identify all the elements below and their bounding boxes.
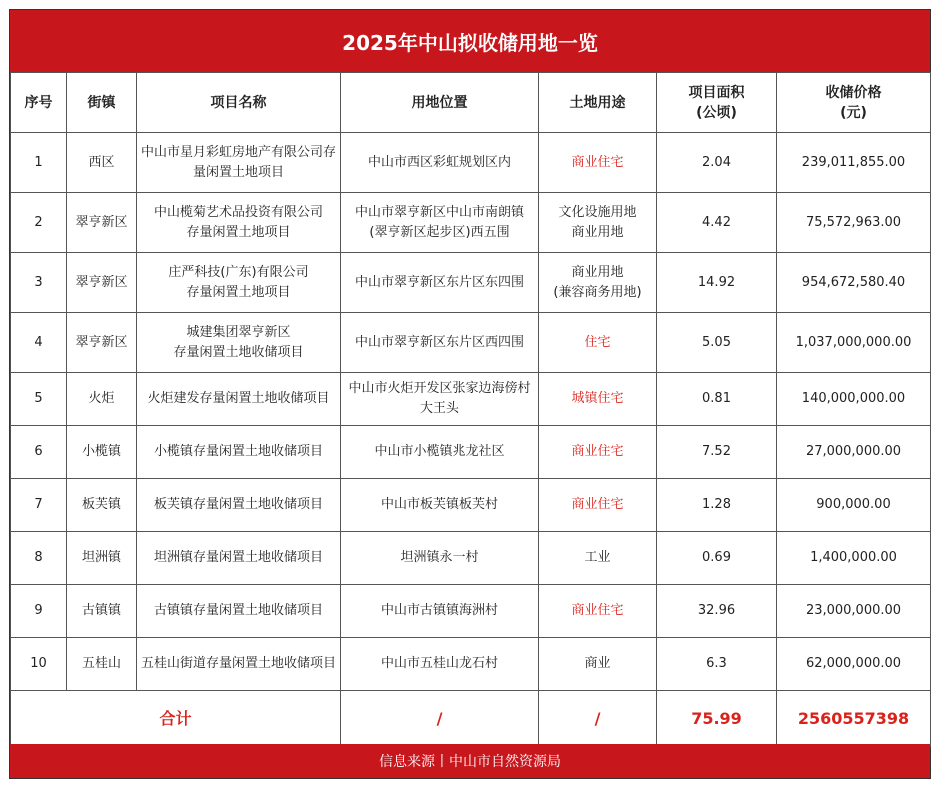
cell-usage — [539, 638, 657, 691]
table-row — [11, 585, 931, 638]
cell-location — [341, 133, 539, 193]
cell-seq — [11, 532, 67, 585]
cell-project-line1: 坦洲镇存量闲置土地收储项目 — [153, 550, 323, 565]
cell-location-line2: (翠亨新区起步区)西五围 — [369, 224, 510, 240]
cell-price — [777, 253, 931, 313]
table-row — [11, 253, 931, 313]
cell-seq — [11, 426, 67, 479]
header-area-line1: 项目面积 — [688, 84, 745, 101]
cell-location — [341, 479, 539, 532]
cell-area-line1: 6.3 — [706, 656, 727, 671]
cell-usage — [539, 585, 657, 638]
cell-usage — [539, 253, 657, 313]
cell-usage — [539, 426, 657, 479]
cell-usage — [539, 133, 657, 193]
cell-area-line1: 2.04 — [702, 154, 731, 170]
cell-price — [777, 193, 931, 253]
cell-project — [137, 373, 341, 426]
cell-town — [67, 373, 137, 426]
footer-bar — [10, 744, 930, 778]
cell-project-line1: 城建集团翠亨新区 — [186, 324, 291, 340]
cell-area — [657, 585, 777, 638]
cell-location-line2: 大王头 — [419, 401, 459, 416]
cell-location — [341, 585, 539, 638]
cell-location-line1: 中山市五桂山龙石村 — [380, 656, 498, 671]
cell-area-line1: 32.96 — [697, 603, 736, 618]
cell-seq — [11, 313, 67, 373]
cell-price — [777, 638, 931, 691]
cell-town-line1: 翠亨新区 — [75, 274, 128, 290]
cell-usage-line1: 商业住宅 — [571, 603, 624, 618]
cell-project-line1: 中山榄菊艺术品投资有限公司 — [153, 204, 323, 220]
cell-location — [341, 373, 539, 426]
cell-usage-line1: 商业用地 — [571, 264, 624, 280]
cell-price-line1: 62,000,000.00 — [805, 656, 902, 671]
header-town: 街镇 — [67, 73, 137, 133]
cell-seq-line1: 1 — [34, 154, 43, 170]
cell-project-line1: 古镇镇存量闲置土地收储项目 — [153, 603, 323, 618]
cell-usage — [539, 479, 657, 532]
cell-area-line1: 1.28 — [702, 497, 731, 512]
cell-area-line1: 7.52 — [702, 444, 731, 459]
cell-usage — [539, 313, 657, 373]
cell-seq-line1: 7 — [34, 497, 43, 512]
title-bar — [10, 10, 930, 72]
header-seq: 序号 — [11, 73, 67, 133]
cell-area-line1: 5.05 — [702, 334, 731, 350]
cell-usage-line1: 商业住宅 — [571, 444, 624, 459]
cell-price-line1: 27,000,000.00 — [805, 444, 902, 459]
cell-location-line1: 坦洲镇永一村 — [400, 550, 479, 565]
header-row — [11, 73, 931, 133]
document-frame — [9, 9, 931, 779]
cell-price — [777, 313, 931, 373]
cell-location-line1: 中山市西区彩虹规划区内 — [367, 154, 511, 170]
cell-area-line1: 0.81 — [702, 391, 731, 406]
header-price-line1: 收储价格 — [825, 84, 882, 101]
cell-location — [341, 313, 539, 373]
cell-seq-line1: 9 — [34, 603, 43, 618]
cell-project-line2: 量闲置土地项目 — [192, 164, 284, 180]
cell-location-line1: 中山市翠亨新区东片区西四围 — [354, 334, 524, 350]
cell-price — [777, 133, 931, 193]
cell-area-line1: 4.42 — [702, 214, 731, 230]
cell-price — [777, 426, 931, 479]
cell-price-line1: 1,037,000,000.00 — [795, 334, 912, 350]
table-row — [11, 532, 931, 585]
cell-location-line1: 中山市翠亨新区东片区东四围 — [354, 274, 524, 290]
cell-price-line1: 954,672,580.40 — [801, 274, 906, 290]
header-usage: 土地用途 — [539, 73, 657, 133]
cell-project — [137, 426, 341, 479]
cell-usage-line1: 商业住宅 — [571, 497, 624, 512]
header-area — [657, 73, 777, 133]
cell-price-line1: 23,000,000.00 — [805, 603, 902, 618]
table-row — [11, 193, 931, 253]
cell-project — [137, 253, 341, 313]
cell-price-line1: 75,572,963.00 — [805, 214, 902, 230]
cell-area — [657, 532, 777, 585]
table-row — [11, 638, 931, 691]
cell-project-line1: 板芙镇存量闲置土地收储项目 — [153, 497, 323, 512]
cell-area — [657, 193, 777, 253]
cell-price-line1: 900,000.00 — [816, 497, 891, 512]
cell-usage-line1: 住宅 — [584, 334, 611, 350]
cell-price-line1: 140,000,000.00 — [801, 391, 906, 406]
total-label: 合计 — [11, 691, 341, 747]
cell-usage — [539, 193, 657, 253]
cell-area — [657, 426, 777, 479]
header-location: 用地位置 — [341, 73, 539, 133]
cell-town — [67, 532, 137, 585]
cell-town — [67, 426, 137, 479]
table-row — [11, 479, 931, 532]
cell-usage-line1: 商业 — [584, 656, 611, 671]
cell-town-line1: 西区 — [88, 154, 115, 170]
cell-project — [137, 585, 341, 638]
cell-area — [657, 638, 777, 691]
cell-usage-line2: (兼容商务用地) — [553, 284, 642, 300]
cell-project-line1: 中山市星月彩虹房地产有限公司存 — [140, 144, 336, 160]
cell-area-line1: 0.69 — [702, 550, 731, 565]
land-table — [10, 72, 931, 747]
cell-town-line1: 五桂山 — [81, 656, 121, 671]
cell-town-line1: 火炬 — [88, 391, 115, 406]
cell-seq — [11, 253, 67, 313]
header-price — [777, 73, 931, 133]
table-row — [11, 373, 931, 426]
cell-project-line1: 庄严科技(广东)有限公司 — [168, 264, 309, 280]
cell-project — [137, 532, 341, 585]
header-price-line2: (元) — [840, 104, 867, 121]
cell-town — [67, 133, 137, 193]
cell-project — [137, 193, 341, 253]
cell-usage-line1: 商业住宅 — [571, 154, 624, 170]
total-usage: / — [539, 691, 657, 747]
cell-seq — [11, 133, 67, 193]
cell-area — [657, 313, 777, 373]
cell-project — [137, 313, 341, 373]
cell-seq-line1: 2 — [34, 214, 43, 230]
cell-project — [137, 479, 341, 532]
cell-seq-line1: 8 — [34, 550, 43, 565]
cell-town — [67, 638, 137, 691]
cell-area — [657, 373, 777, 426]
cell-seq-line1: 3 — [34, 274, 43, 290]
cell-project-line1: 五桂山街道存量闲置土地收储项目 — [140, 656, 336, 671]
cell-town — [67, 313, 137, 373]
cell-town-line1: 古镇镇 — [81, 603, 121, 618]
cell-location — [341, 426, 539, 479]
cell-town-line1: 小榄镇 — [81, 444, 121, 459]
cell-seq — [11, 638, 67, 691]
cell-location — [341, 193, 539, 253]
cell-project-line2: 存量闲置土地项目 — [186, 224, 291, 240]
cell-seq-line1: 5 — [34, 391, 43, 406]
cell-project — [137, 133, 341, 193]
total-row — [11, 691, 931, 747]
cell-price-line1: 1,400,000.00 — [810, 550, 897, 565]
cell-town — [67, 193, 137, 253]
total-location: / — [341, 691, 539, 747]
cell-location — [341, 253, 539, 313]
cell-location-line1: 中山市火炬开发区张家边海傍村 — [348, 381, 531, 396]
cell-town — [67, 253, 137, 313]
cell-location — [341, 532, 539, 585]
cell-project-line2: 存量闲置土地收储项目 — [173, 344, 304, 360]
table-body — [11, 133, 931, 691]
cell-seq-line1: 4 — [34, 334, 43, 350]
cell-seq — [11, 585, 67, 638]
table-row — [11, 313, 931, 373]
cell-area — [657, 253, 777, 313]
cell-location-line1: 中山市翠亨新区中山市南朗镇 — [354, 204, 524, 220]
cell-project-line2: 存量闲置土地项目 — [186, 284, 291, 300]
cell-project-line1: 火炬建发存量闲置土地收储项目 — [147, 391, 330, 406]
cell-price — [777, 479, 931, 532]
header-project: 项目名称 — [137, 73, 341, 133]
cell-area — [657, 479, 777, 532]
cell-location-line1: 中山市古镇镇海洲村 — [380, 603, 498, 618]
cell-price-line1: 239,011,855.00 — [801, 154, 906, 170]
cell-town-line1: 翠亨新区 — [75, 334, 128, 350]
cell-town-line1: 坦洲镇 — [81, 550, 121, 565]
cell-town-line1: 翠亨新区 — [75, 214, 128, 230]
cell-town — [67, 585, 137, 638]
cell-town-line1: 板芙镇 — [81, 497, 121, 512]
cell-usage — [539, 373, 657, 426]
cell-seq — [11, 193, 67, 253]
cell-project-line1: 小榄镇存量闲置土地收储项目 — [153, 444, 323, 459]
cell-area-line1: 14.92 — [697, 274, 736, 290]
table-row — [11, 426, 931, 479]
cell-seq — [11, 373, 67, 426]
cell-price — [777, 532, 931, 585]
cell-usage-line1: 文化设施用地 — [558, 204, 637, 220]
cell-usage — [539, 532, 657, 585]
total-price: 2560557398 — [777, 691, 931, 747]
cell-area — [657, 133, 777, 193]
cell-price — [777, 585, 931, 638]
cell-price — [777, 373, 931, 426]
page-title: 2025年中山拟收储用地一览 — [342, 30, 598, 55]
cell-seq-line1: 10 — [30, 656, 47, 671]
table-row — [11, 133, 931, 193]
cell-seq-line1: 6 — [34, 444, 43, 459]
cell-seq — [11, 479, 67, 532]
cell-location — [341, 638, 539, 691]
cell-town — [67, 479, 137, 532]
cell-location-line1: 中山市小榄镇兆龙社区 — [374, 444, 505, 459]
cell-usage-line2: 商业用地 — [571, 224, 624, 240]
cell-location-line1: 中山市板芙镇板芙村 — [380, 497, 498, 512]
cell-usage-line1: 工业 — [584, 550, 611, 565]
source-note: 信息来源丨中山市自然资源局 — [379, 754, 561, 770]
cell-project — [137, 638, 341, 691]
cell-usage-line1: 城镇住宅 — [571, 391, 624, 406]
total-area: 75.99 — [657, 691, 777, 747]
header-area-line2: (公顷) — [696, 104, 737, 121]
